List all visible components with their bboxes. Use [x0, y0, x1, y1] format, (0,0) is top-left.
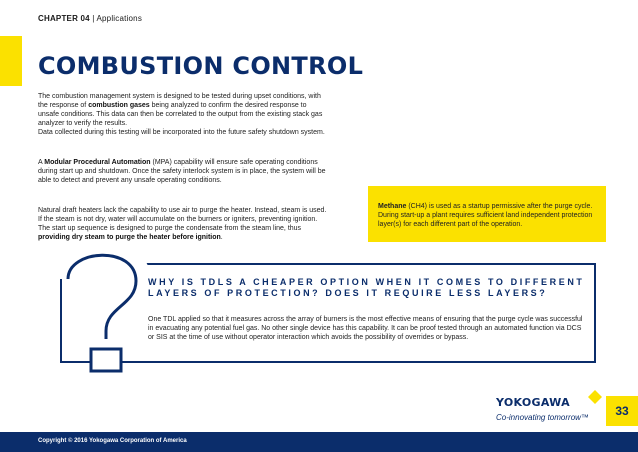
question-heading: WHY IS TDLS A CHEAPER OPTION WHEN IT COMES TO DIFFERENT LAYERS OF PROTECTION? DOES IT REQUIRE LESS LAYERS?: [148, 277, 585, 298]
question-mark-icon: [54, 237, 150, 377]
callout-text: (CH4) is used as a startup permissive after the purge cycle. During start-up a plant requires sufficient land independent protection layer(s) for each different part of the operation.: [378, 203, 593, 228]
paragraph2-text-2: (MPA) capability will ensure safe operating conditions during start up and shutdown. Once the safety interlock system is in place, the system will be able to detect and prevent any unsafe operating conditions.: [38, 159, 326, 184]
question-answer-text: One TDL applied so that it measures across the array of burners is the most effective means of ensuring that the purge cycle was successful in evacuating any potential fuel gas. No other single device has this capability. It can be proof tested through an automated function via DCS or SIS at the time of use without operator interaction which avoids the possibility of overrides or bypass.: [148, 316, 583, 341]
yokogawa-logo: [496, 396, 592, 426]
paragraph1-text-1: The combustion management system is designed to be tested during upset conditions, with the response of: [38, 93, 321, 109]
chapter-header: [38, 14, 142, 23]
footer-copyright: Copyright © 2016 Yokogawa Corporation of America: [38, 438, 187, 444]
logo-wordmark: YOKOGAWA: [496, 396, 570, 409]
footer-bar: [0, 432, 638, 452]
methane-callout: [368, 186, 606, 242]
page-number: 33: [606, 396, 638, 426]
paragraph2-text-1: A: [38, 159, 45, 166]
chapter-separator: |: [89, 14, 97, 23]
paragraph3-bold: providing dry steam to purge the heater before ignition: [38, 234, 221, 241]
paragraph-mpa: [38, 158, 328, 185]
paragraph3-text-1: Natural draft heaters lack the capability to use air to purge the heater. Instead, steam is used. If the steam is not dry, water will accumulate on the burners or igniters, preventing ignition. The start up sequence is designed to purge the condensate from the steam line, thus: [38, 207, 327, 232]
logo-tagline: Co-innovating tomorrow™: [496, 413, 589, 422]
paragraph1-text-3: Data collected during this testing will be incorporated into the future safety shutdown system.: [38, 129, 325, 136]
chapter-label: CHAPTER 04: [38, 14, 90, 23]
paragraph-combustion-testing: [38, 92, 328, 137]
paragraph1-bold: combustion gases: [88, 102, 150, 109]
page-title: COMBUSTION CONTROL: [38, 52, 364, 80]
question-box: [60, 263, 596, 363]
paragraph1-text-2: being analyzed to confirm the desired response to unsafe conditions. This data can then be correlated to the output from the existing stack gas analyzer to verify the results.: [38, 102, 323, 127]
paragraph3-text-2: .: [220, 234, 223, 241]
chapter-section: Applications: [96, 14, 143, 23]
yellow-accent-tab: [0, 36, 22, 86]
paragraph2-bold: Modular Procedural Automation: [44, 159, 151, 166]
yokogawa-diamond-icon: [588, 390, 602, 404]
callout-bold: Methane: [378, 203, 407, 210]
